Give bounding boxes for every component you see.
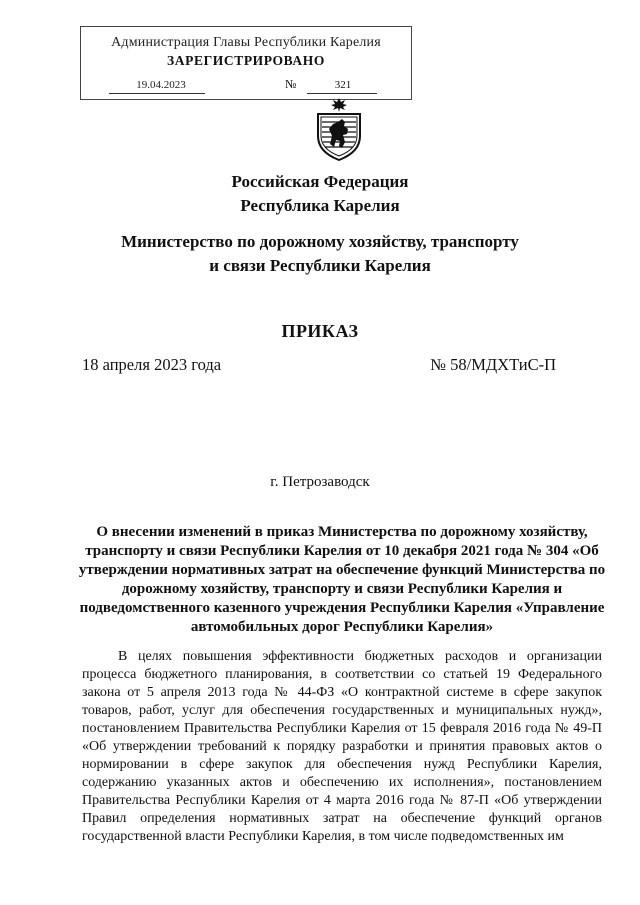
order-title: О внесении изменений в приказ Министерства по дорожному хозяйству, транспорту и связи Республики Карелия от 10 декабря 2021 года № 304 «Об утверждении нормативных затрат на обеспечение функций Министерства по дорожному хозяйству, транспорту и связи Республики Карелия и подведомственного казенного учреждения Республики Карелия «Управление автомобильных дорог Республики Карелия»: [78, 524, 606, 635]
stamp-registered: ЗАРЕГИСТРИРОВАНО: [167, 53, 325, 68]
stamp-no-label: №: [285, 77, 297, 91]
stamp-date: 19.04.2023: [136, 79, 186, 91]
country-heading: Российская Федерация: [231, 172, 409, 191]
ministry-heading-line1: Министерство по дорожному хозяйству, транспорту: [121, 232, 519, 251]
document-type-heading: ПРИКАЗ: [281, 321, 359, 341]
ministry-heading-line2: и связи Республики Карелия: [209, 256, 431, 275]
order-date: 18 апреля 2023 года: [82, 355, 222, 374]
order-body-paragraph: В целях повышения эффективности бюджетных расходов и организации процесса бюджетного планирования, в соответствии со статьей 19 Федерального закона от 5 апреля 2013 года № 44-ФЗ «О контрактной системе в сфере закупок товаров, работ, услуг для обеспечения государственных и муниципальных нужд», постановлением Правительства Республики Карелия от 15 февраля 2016 года № 49-П «Об утверждении требований к порядку разработки и принятия правовых актов о нормировании в сфере закупок для обеспечения нужд Республики Карелия, содержанию указанных актов и обеспечению их исполнения», постановлением Правительства Республики Карелия от 4 марта 2016 года № 87-П «Об утверждении Правил определения нормативных затрат на обеспечение функций органов государственной власти Республики Карелия, в том числе подведомственных им: [82, 649, 602, 844]
registration-stamp: [80, 26, 412, 100]
stamp-authority: Администрация Главы Республики Карелия: [111, 35, 381, 50]
coat-of-arms-icon: [312, 96, 366, 162]
stamp-number: 321: [334, 79, 352, 91]
order-number: № 58/МДХТиС-П: [430, 355, 556, 374]
stamp-date-underline: [109, 93, 205, 94]
republic-heading: Республика Карелия: [240, 196, 400, 215]
stamp-number-underline: [307, 93, 377, 94]
order-city: г. Петрозаводск: [270, 474, 370, 490]
